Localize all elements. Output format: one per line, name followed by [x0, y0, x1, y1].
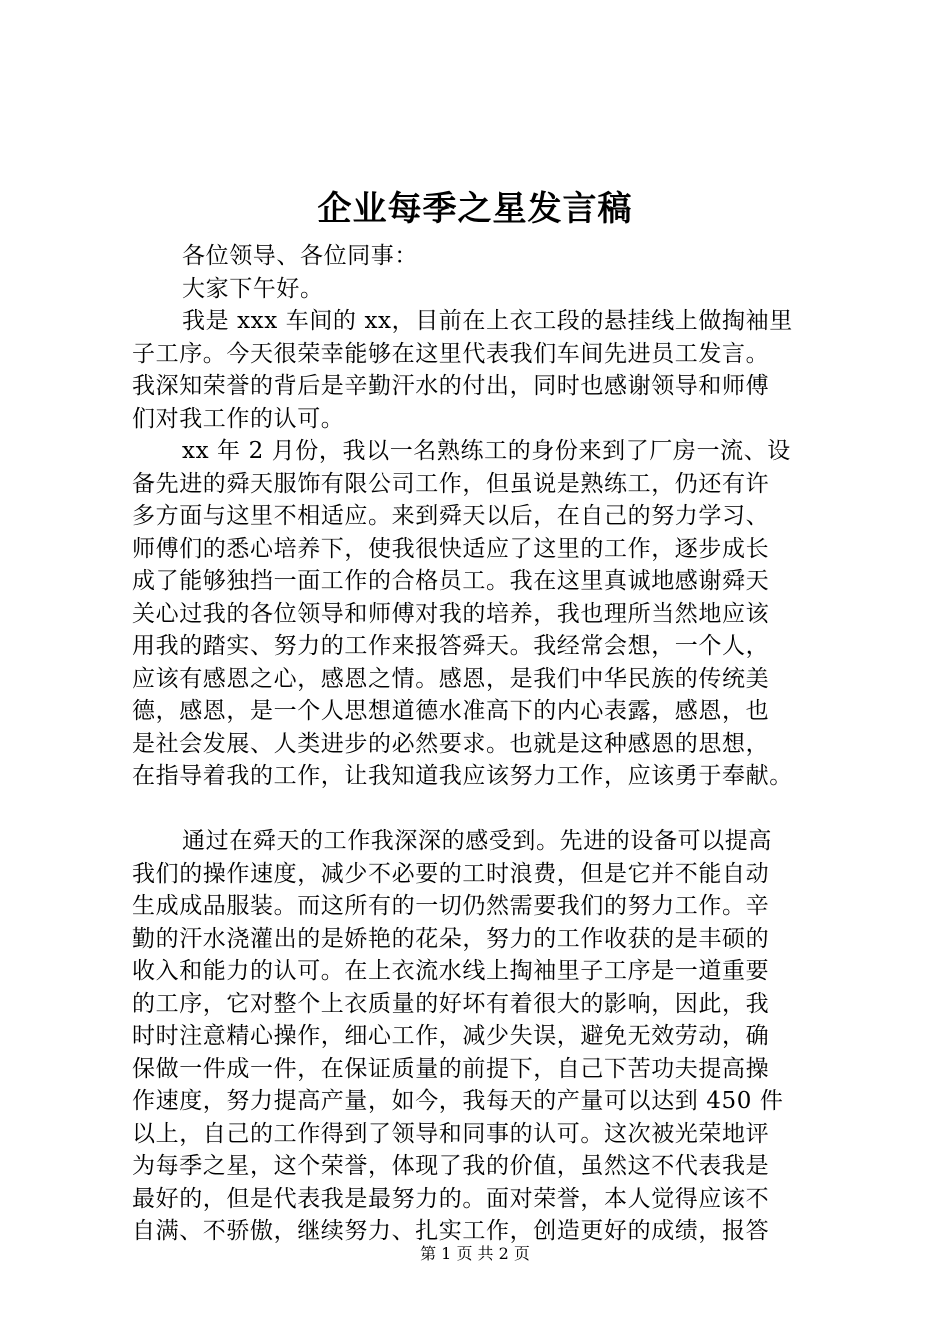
- paragraph-1-line: 们对我工作的认可。: [132, 405, 345, 432]
- paragraph-3-line: 收入和能力的认可。在上衣流水线上掏袖里子工序是一道重要: [132, 958, 770, 984]
- paragraph-3-line: 勤的汗水浇灌出的是娇艳的花朵，努力的工作收获的是丰硕的: [132, 925, 770, 952]
- paragraph-3-line: 为每季之星，这个荣誉，体现了我的价值，虽然这不代表我是: [132, 1153, 770, 1179]
- paragraph-3-line: 通过在舜天的工作我深深的感受到。先进的设备可以提高: [182, 828, 772, 854]
- paragraph-2-line: xx 年 2 月份，我以一名熟练工的身份来到了厂房一流、设: [182, 438, 791, 464]
- paragraph-gap: [132, 793, 832, 826]
- paragraph-2-line: 德，感恩，是一个人思想道德水准高下的内心表露，感恩，也: [132, 698, 770, 724]
- paragraph-1-line: 我深知荣誉的背后是辛勤汗水的付出，同时也感谢领导和师傅: [132, 373, 770, 399]
- paragraph-2-line: 备先进的舜天服饰有限公司工作，但虽说是熟练工，仍还有许: [132, 470, 770, 497]
- paragraph-2-line: 成了能够独挡一面工作的合格员工。我在这里真诚地感谢舜天: [132, 568, 770, 594]
- greeting-line: 大家下午好。: [182, 275, 324, 302]
- document-body: [132, 240, 832, 1248]
- paragraph-2-line: 多方面与这里不相适应。来到舜天以后，在自己的努力学习、: [132, 503, 770, 529]
- paragraph-3-line: 生成成品服装。而这所有的一切仍然需要我们的努力工作。辛: [132, 893, 770, 919]
- paragraph-3-line: 时时注意精心操作，细心工作，减少失误，避免无效劳动，确: [132, 1023, 770, 1049]
- paragraph-2-line: 应该有感恩之心，感恩之情。感恩，是我们中华民族的传统美: [132, 665, 770, 692]
- paragraph-1-line: 子工序。今天很荣幸能够在这里代表我们车间先进员工发言。: [132, 340, 770, 367]
- paragraph-3-line: 最好的，但是代表我是最努力的。面对荣誉，本人觉得应该不: [132, 1185, 770, 1212]
- paragraph-3-line: 作速度，努力提高产量，如今，我每天的产量可以达到 450 件: [132, 1088, 784, 1114]
- paragraph-2-line: 是社会发展、人类进步的必然要求。也就是这种感恩的思想，: [132, 730, 770, 757]
- paragraph-2-line: 师傅们的悉心培养下，使我很快适应了这里的工作，逐步成长: [132, 535, 770, 562]
- paragraph-3-line: 保做一件成一件，在保证质量的前提下，自己下苦功夫提高操: [132, 1055, 770, 1082]
- paragraph-3-line: 自满、不骄傲，继续努力、扎实工作，创造更好的成绩，报答: [132, 1218, 770, 1244]
- paragraph-3-line: 的工序，它对整个上衣质量的好坏有着很大的影响，因此，我: [132, 990, 770, 1017]
- paragraph-2-line: 用我的踏实、努力的工作来报答舜天。我经常会想，一个人，: [132, 633, 770, 659]
- paragraph-1-line: 我是 xxx 车间的 xx，目前在上衣工段的悬挂线上做掏袖里: [182, 308, 793, 334]
- document-title: 企业每季之星发言稿: [317, 189, 633, 229]
- salutation-line: 各位领导、各位同事：: [182, 243, 418, 269]
- paragraph-3-line: 我们的操作速度，减少不必要的工时浪费，但是它并不能自动: [132, 860, 770, 887]
- paragraph-2-line: 在指导着我的工作，让我知道我应该努力工作，应该勇于奉献。: [132, 763, 793, 789]
- paragraph-2-line: 关心过我的各位领导和师傅对我的培养，我也理所当然地应该: [132, 600, 770, 627]
- paragraph-3-line: 以上，自己的工作得到了领导和同事的认可。这次被光荣地评: [132, 1120, 770, 1147]
- page-number-footer: 第 1 页 共 2 页: [420, 1244, 530, 1263]
